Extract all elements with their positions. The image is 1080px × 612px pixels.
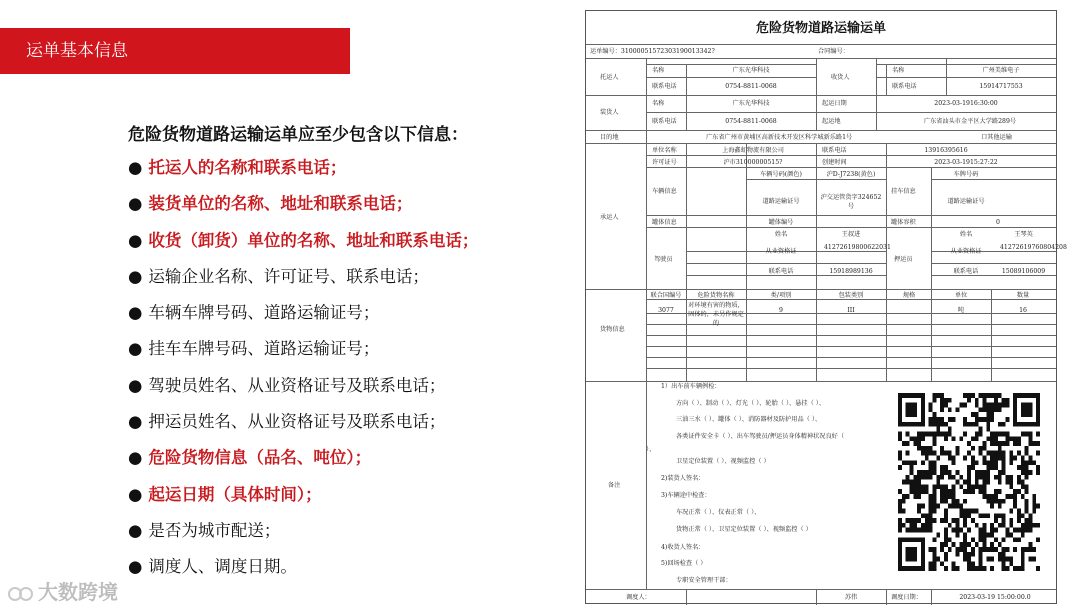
bullet-dot-icon: ● <box>128 339 143 359</box>
watermark-logo-icon <box>8 584 34 604</box>
remarks-label: 备注 <box>608 482 621 489</box>
dispatcher-label: 调度人： <box>626 594 651 601</box>
waybill-number: 运单编号：31000051572303190013342? <box>590 48 715 55</box>
requirement-item <box>128 331 478 367</box>
requirement-item <box>128 549 478 585</box>
driver-name: 王叔进 <box>841 231 861 238</box>
consignee-phone: 15914717553 <box>979 83 1023 90</box>
requirement-text: 危险货物信息（品名、吨位）； <box>148 448 372 468</box>
loader-phone-label: 联系电话 <box>652 118 677 125</box>
consignee-phone-label: 联系电话 <box>892 83 917 90</box>
driver-cert-label: 从业资格证 <box>765 248 797 255</box>
remarks-line: 5)回场检查（ ） <box>661 560 707 567</box>
bullet-dot-icon: ● <box>128 412 143 432</box>
escort-phone-label: 联系电话 <box>953 268 979 275</box>
bullet-dot-icon: ● <box>128 303 143 323</box>
requirement-text: 押运员姓名、从业资格证号及联系电话； <box>148 412 446 432</box>
driver-cert: 41272619800622031 <box>824 244 891 251</box>
escort-cert: 41272619760804208 <box>1000 244 1067 251</box>
requirement-text: 是否为城市配送； <box>148 520 281 540</box>
requirement-text: 起运日期（具体时间）； <box>148 484 322 504</box>
remarks-line: 各类证件安全卡（ ）、出车驾驶员/押运员身体精神状况良好（ <box>676 433 845 440</box>
requirement-item <box>128 513 478 549</box>
remarks-line: 3)车辆途中检查： <box>661 492 711 499</box>
goods-header: 数量 <box>1016 292 1030 299</box>
bullet-dot-icon: ● <box>128 520 143 540</box>
carrier-phone-label: 联系电话 <box>822 147 847 154</box>
requirement-text: 驾驶员姓名、从业资格证号及联系电话； <box>148 375 446 395</box>
bullet-dot-icon: ● <box>128 448 143 468</box>
requirement-item <box>128 295 478 331</box>
requirements-list <box>128 150 478 586</box>
requirement-text: 运输企业名称、许可证号、联系电话； <box>148 266 429 286</box>
bullet-dot-icon: ● <box>128 557 143 577</box>
watermark <box>8 576 118 605</box>
loader-name-label: 名称 <box>652 100 665 107</box>
shipper-name: 广东光华科技 <box>732 67 770 74</box>
created-label: 创建时间 <box>822 159 847 166</box>
road-cert: 沪交运管货字324652号 <box>820 194 882 210</box>
bullet-dot-icon: ● <box>128 158 143 177</box>
shipper-name-label: 名称 <box>652 67 665 74</box>
tank-cap-label: 罐体容积 <box>891 219 916 226</box>
trailer-label: 挂车信息 <box>891 188 916 195</box>
requirement-item <box>128 368 478 404</box>
section-title: 运单基本信息 <box>26 41 128 61</box>
destination: 广东省广州市黄埔区高新技术开发区科学城新乐路1号 <box>706 134 853 141</box>
requirement-item <box>128 223 478 259</box>
tank-no-label: 罐体编号 <box>768 219 794 226</box>
remarks-line: ）、 <box>646 446 656 453</box>
shipper-phone-label: 联系电话 <box>652 83 677 90</box>
consignee-label: 收货人 <box>831 74 850 81</box>
bullet-dot-icon: ● <box>128 484 143 504</box>
dispatch-date-label: 调度日期： <box>891 594 922 601</box>
section-banner <box>0 28 350 74</box>
remarks-line: 2)装货人签名： <box>661 475 705 482</box>
remarks-line: 专职安全管理干部： <box>676 577 732 584</box>
bullet-dot-icon: ● <box>128 375 143 395</box>
requirement-text: 收货（卸货）单位的名称、地址和联系电话； <box>148 230 479 250</box>
loader-name: 广东光华科技 <box>732 100 770 107</box>
requirement-item <box>128 404 478 440</box>
waybill-title: 危险货物道路运输运单 <box>755 21 886 36</box>
permit-label: 许可证号 <box>652 159 677 166</box>
remarks-line: 1）出车前车辆例检： <box>661 383 721 390</box>
loader-label: 装货人 <box>600 109 619 116</box>
watermark-text: 大数跨境 <box>38 580 118 604</box>
destination-label: 目的地 <box>600 134 619 141</box>
goods-cell: 3077 <box>658 307 674 314</box>
goods-label: 货物信息 <box>600 326 625 333</box>
dispatch-date: 2023-03-19 15:00:00.0 <box>959 594 1031 601</box>
consignee-name: 广州美维电子 <box>982 67 1020 74</box>
permit: 沪市31000000515? <box>723 159 783 166</box>
origin-label: 起运地 <box>822 118 841 125</box>
driver-phone: 15918989136 <box>829 268 873 275</box>
driver-label: 驾驶员 <box>654 256 673 263</box>
goods-cell: 16 <box>1019 307 1027 314</box>
requirement-text: 装货单位的名称、地址和联系电话； <box>148 194 413 214</box>
requirement-item <box>128 440 478 476</box>
escort-phone: 15089106009 <box>1001 268 1046 275</box>
requirement-item <box>128 150 478 186</box>
shipper-phone: 0754-8811-0068 <box>725 83 777 90</box>
tank-label: 罐体信息 <box>652 219 677 226</box>
goods-header: 单位 <box>954 292 968 299</box>
goods-cell: 吨 <box>957 307 965 314</box>
escort-label: 押运员 <box>894 256 913 263</box>
goods-cell: III <box>847 307 855 314</box>
requirement-item <box>128 186 478 222</box>
qr-code <box>898 393 1040 571</box>
remarks-line: 货物正常（ ）、卫星定位装置（ ）、视频监控（ ） <box>676 526 812 533</box>
carrier-label: 承运人 <box>600 214 619 221</box>
requirement-text: 挂车车牌号码、道路运输证号； <box>148 339 380 359</box>
contract-number: 合同编号： <box>818 48 849 55</box>
shipper-label: 托运人 <box>600 74 619 81</box>
unit-label: 单位名称 <box>652 147 677 154</box>
requirement-text: 托运人的名称和联系电话； <box>148 158 347 177</box>
bullet-dot-icon: ● <box>128 194 143 214</box>
consignee-name-label: 名称 <box>892 67 905 74</box>
other-transport: 口其他运输 <box>981 134 1012 141</box>
carrier-phone: 13916395616 <box>924 147 968 154</box>
waybill-document <box>585 10 1067 604</box>
loader-phone: 0754-8811-0068 <box>725 118 777 125</box>
goods-header: 联合国编号 <box>650 292 682 299</box>
origin: 广东省汕头市金平区大学路289号 <box>923 118 1017 125</box>
remarks-line: 4)收货人签名： <box>661 544 705 551</box>
remarks-line: 三油三水（ ）、罐体（ ）、消防器材及防护用品（ ）、 <box>676 416 822 423</box>
goods-header: 类/项别 <box>770 292 792 299</box>
remarks-line: 车况正常（ ）、仪表正常（ ）、 <box>676 509 761 516</box>
created-time: 2023-03-1915:27:22 <box>934 159 998 166</box>
requirement-text: 车辆车牌号码、道路运输证号； <box>148 303 380 323</box>
start-date: 2023-03-1916:30:00 <box>934 100 998 107</box>
goods-cell: 9 <box>779 307 783 314</box>
trailer-plate-label: 车牌号码 <box>953 171 979 178</box>
vehicle-label: 车辆信息 <box>652 188 677 195</box>
escort-cert-label: 从业资格证 <box>950 248 982 255</box>
remarks-line: 方向（ ）、制动（ ）、灯光（ ）、轮胎（ ）、悬挂（ ）、 <box>676 400 826 407</box>
goods-header: 规格 <box>902 292 916 299</box>
bullet-dot-icon: ● <box>128 230 143 250</box>
requirement-text: 调度人、调度日期。 <box>148 557 297 577</box>
tank-capacity: 0 <box>996 219 1000 226</box>
road-cert-label: 道路运输证号 <box>762 198 800 205</box>
escort-name-label: 姓名 <box>959 231 973 238</box>
goods-header: 包装类别 <box>838 292 864 299</box>
dispatcher: 苏伟 <box>844 594 858 601</box>
plate: 沪D-J7238(黄色) <box>826 171 876 178</box>
remarks-line: 卫星定位装置（ ）、视频监控（ ） <box>676 458 770 465</box>
goods-header: 危险货物名称 <box>697 292 735 299</box>
trailer-cert-label: 道路运输证号 <box>947 198 985 205</box>
bullet-dot-icon: ● <box>128 266 143 286</box>
driver-name-label: 姓名 <box>774 231 788 238</box>
start-date-label: 起运日期 <box>822 100 847 107</box>
unit-name: 上海鑫虹物流有限公司 <box>722 147 784 154</box>
requirement-item <box>128 477 478 513</box>
goods-cell: 对环境有害的物质，固体的，未另作规定的 <box>688 302 744 327</box>
escort-name: 王琴英 <box>1014 231 1033 238</box>
driver-phone-label: 联系电话 <box>768 268 794 275</box>
plate-label: 车辆号码(颜色) <box>760 171 802 178</box>
requirement-item <box>128 259 478 295</box>
intro-heading: 危险货物道路运输运单应至少包含以下信息： <box>128 125 468 145</box>
